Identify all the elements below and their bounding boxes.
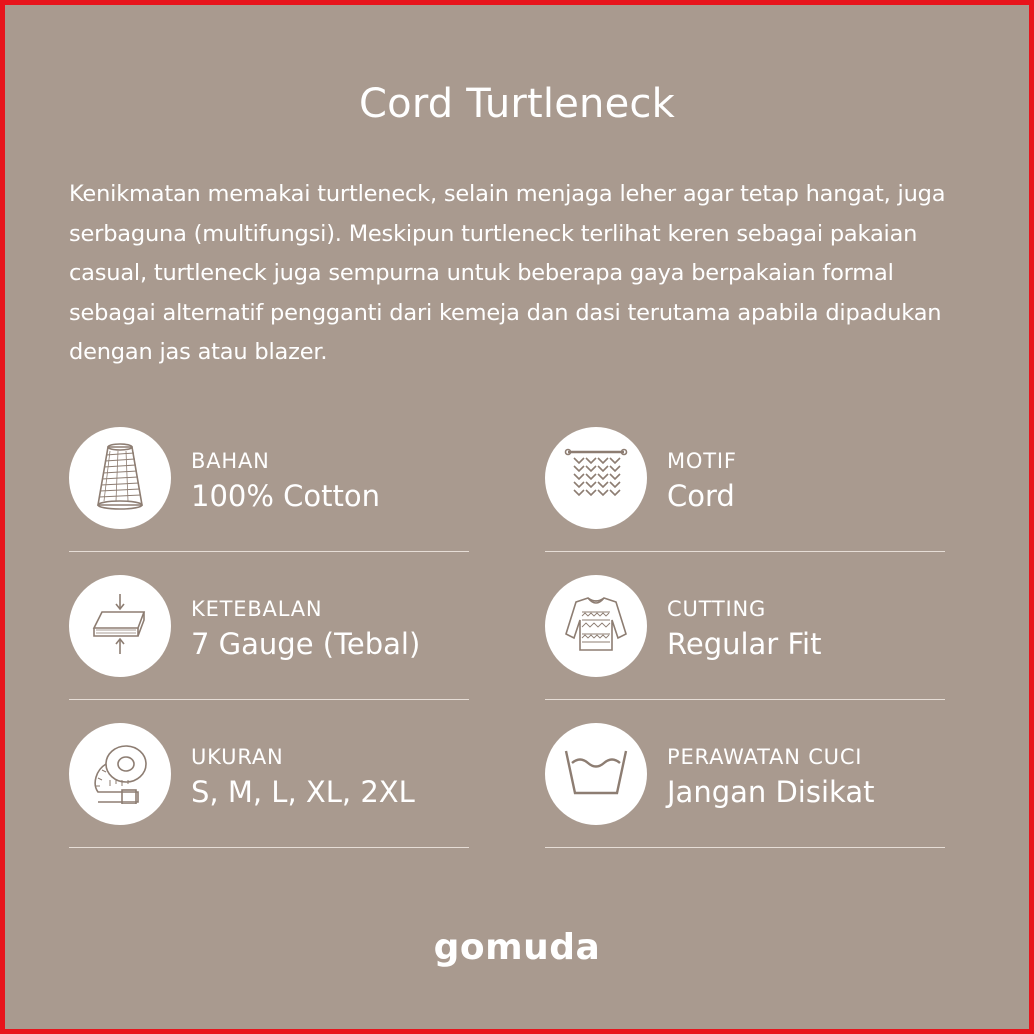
feature-value: Regular Fit	[667, 627, 822, 661]
icon-circle	[545, 575, 647, 677]
divider	[69, 699, 469, 700]
icon-circle	[69, 723, 171, 825]
feature-label: KETEBALAN	[191, 597, 323, 621]
sweater-icon	[564, 594, 628, 658]
wash-basin-icon	[563, 747, 629, 801]
yarn-cone-icon	[92, 441, 148, 515]
icon-circle	[69, 575, 171, 677]
feature-perawatan-cuci	[545, 723, 945, 848]
feature-label: MOTIF	[667, 449, 737, 473]
feature-label: CUTTING	[667, 597, 767, 621]
feature-value: Cord	[667, 479, 735, 513]
feature-value: Jangan Disikat	[667, 775, 875, 809]
divider	[69, 847, 469, 848]
feature-cutting	[545, 575, 945, 700]
divider	[545, 551, 945, 552]
feature-bahan	[69, 427, 469, 552]
feature-label: BAHAN	[191, 449, 270, 473]
product-description: Kenikmatan memakai turtleneck, selain menjaga leher agar tetap hangat, juga serbaguna (multifungsi). Meskipun turtleneck terlihat keren sebagai pakaian casual, turtleneck juga sempurna untuk beberapa gaya berpakaian formal sebagai alternatif pengganti dari kemeja dan dasi terutama apabila dipadukan dengan jas atau blazer.	[69, 181, 946, 365]
divider	[545, 699, 945, 700]
page-title: Cord Turtleneck	[359, 81, 675, 127]
feature-motif	[545, 427, 945, 552]
icon-circle	[545, 427, 647, 529]
feature-label: PERAWATAN CUCI	[667, 745, 863, 769]
thickness-icon	[88, 592, 152, 660]
feature-value: S, M, L, XL, 2XL	[191, 775, 415, 809]
feature-label: UKURAN	[191, 745, 284, 769]
feature-value: 7 Gauge (Tebal)	[191, 627, 421, 661]
feature-ketebalan	[69, 575, 469, 700]
divider	[545, 847, 945, 848]
icon-circle	[545, 723, 647, 825]
divider	[69, 551, 469, 552]
icon-circle	[69, 427, 171, 529]
feature-value: 100% Cotton	[191, 479, 380, 513]
feature-ukuran	[69, 723, 469, 848]
knitting-icon	[564, 444, 628, 512]
brand-logo: gomuda	[433, 927, 601, 968]
measuring-tape-icon	[88, 740, 152, 808]
